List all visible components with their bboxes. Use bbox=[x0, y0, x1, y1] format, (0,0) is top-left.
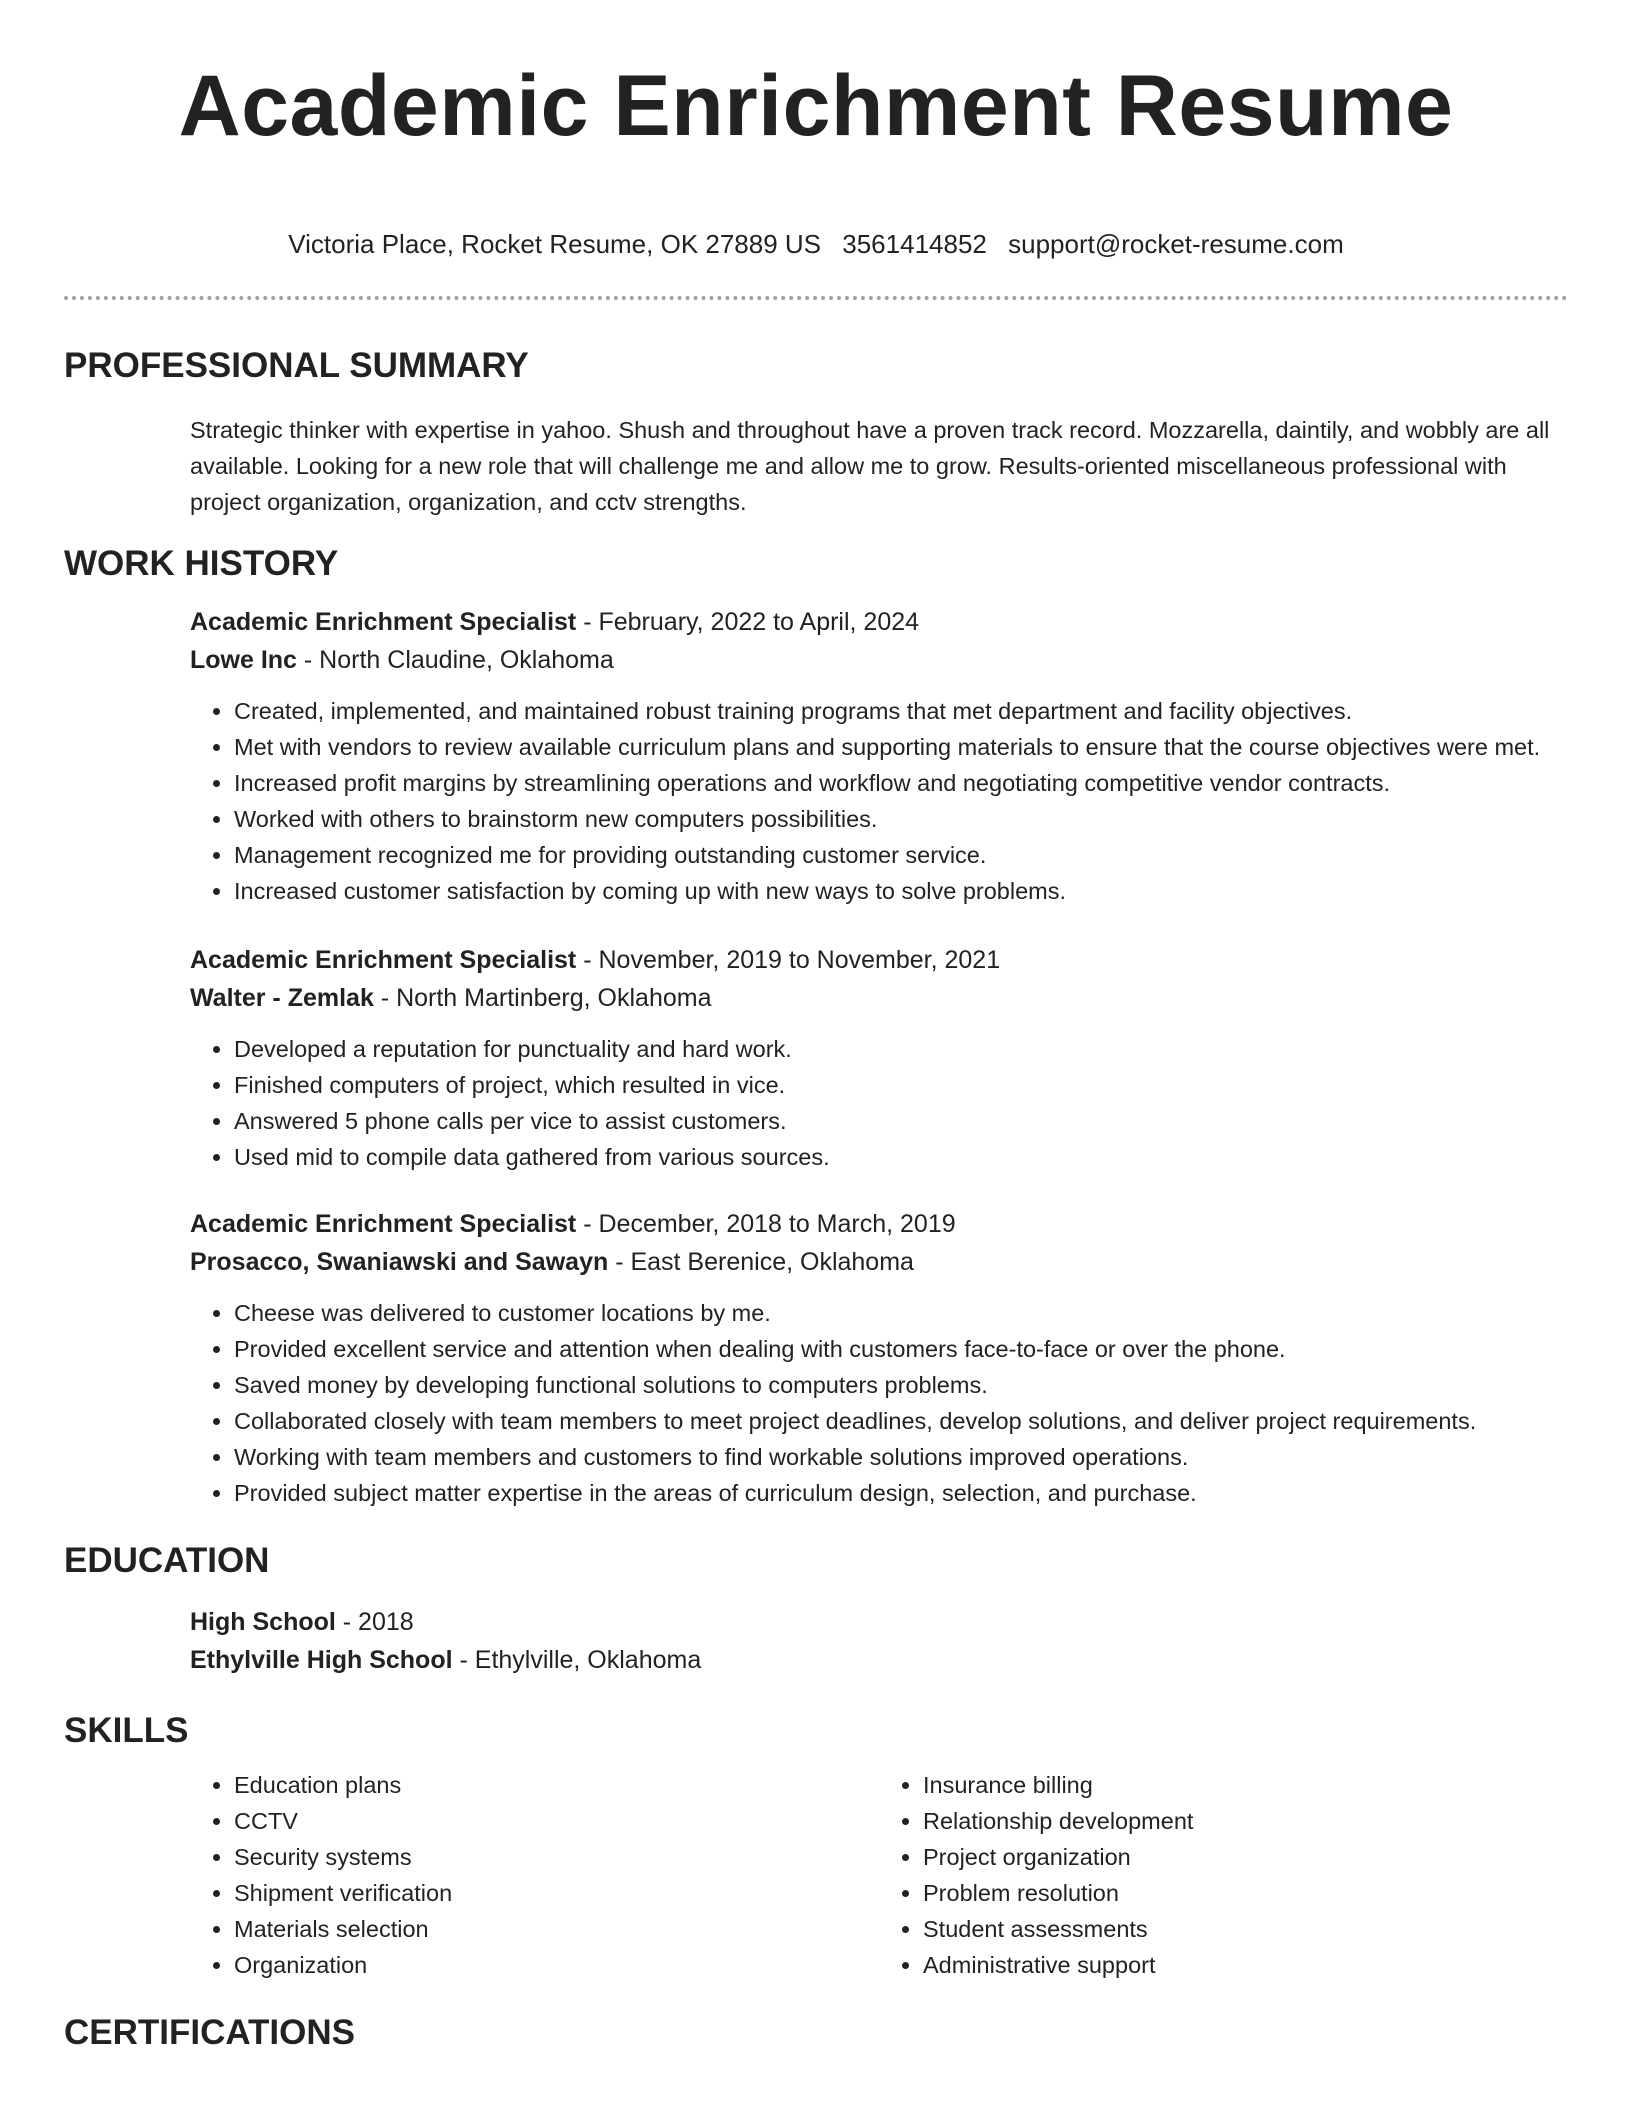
contact-email: support@rocket-resume.com bbox=[1008, 229, 1344, 259]
skills-list-left bbox=[190, 1767, 879, 1983]
skill-item: • Materials selection bbox=[234, 1911, 879, 1947]
job-company-line bbox=[190, 641, 1568, 679]
job-bullet: • Finished computers of project, which resulted in vice. bbox=[234, 1067, 1568, 1103]
summary-text: Strategic thinker with expertise in yahoo. Shush and throughout have a proven track record. Mozzarella, daintily, and wobbly are all available. Looking for a new role that will challenge me and allow me to grow. Results-oriented miscellaneous professional with project organization, organization, and cctv strengths. bbox=[190, 417, 1550, 515]
job-bullet: • Answered 5 phone calls per vice to assist customers. bbox=[234, 1103, 1568, 1139]
resume-title: Academic Enrichment Resume bbox=[178, 58, 1454, 154]
work-history-section bbox=[64, 542, 1568, 1511]
job-location: - East Berenice, Oklahoma bbox=[608, 1248, 914, 1276]
job-entry bbox=[190, 941, 1568, 1175]
job-bullet: • Increased profit margins by streamlining operations and workflow and negotiating competitive vendor contracts. bbox=[234, 765, 1568, 801]
job-company: Walter - Zemlak bbox=[190, 984, 374, 1012]
job-bullets bbox=[190, 1295, 1568, 1511]
education-heading: EDUCATION bbox=[64, 1541, 270, 1580]
skill-item: • Project organization bbox=[923, 1839, 1568, 1875]
skills-heading: SKILLS bbox=[64, 1711, 189, 1750]
job-bullet: • Cheese was delivered to customer locations by me. bbox=[234, 1295, 1568, 1331]
contact-line bbox=[64, 226, 1568, 262]
summary-heading: PROFESSIONAL SUMMARY bbox=[64, 346, 529, 385]
job-bullets bbox=[190, 1031, 1568, 1175]
job-bullet: • Increased customer satisfaction by coming up with new ways to solve problems. bbox=[234, 873, 1568, 909]
job-company-line bbox=[190, 1243, 1568, 1281]
education-school: Ethylville High School bbox=[190, 1646, 453, 1674]
job-bullet: • Worked with others to brainstorm new computers possibilities. bbox=[234, 801, 1568, 837]
job-dates: - November, 2019 to November, 2021 bbox=[576, 946, 1001, 974]
job-bullet: • Provided subject matter expertise in the areas of curriculum design, selection, and purchase. bbox=[234, 1475, 1568, 1511]
job-location: - North Martinberg, Oklahoma bbox=[373, 984, 712, 1012]
education-degree: High School bbox=[190, 1608, 336, 1636]
education-section bbox=[64, 1539, 1568, 1679]
certifications-section bbox=[64, 2011, 1568, 2055]
header-divider bbox=[64, 296, 1568, 300]
job-bullet: • Met with vendors to review available curriculum plans and supporting materials to ensure that the course objectives were met. bbox=[234, 729, 1568, 765]
education-degree-line bbox=[190, 1603, 1568, 1641]
job-company: Lowe Inc bbox=[190, 646, 297, 674]
job-bullet: • Collaborated closely with team members to meet project deadlines, develop solutions, and deliver project requirements. bbox=[234, 1403, 1568, 1439]
skill-item: • Relationship development bbox=[923, 1803, 1568, 1839]
job-title: Academic Enrichment Specialist bbox=[190, 608, 577, 636]
contact-address: Victoria Place, Rocket Resume, OK 27889 US bbox=[288, 229, 822, 259]
job-bullets bbox=[190, 693, 1568, 909]
job-bullet: • Management recognized me for providing outstanding customer service. bbox=[234, 837, 1568, 873]
skill-item: • Administrative support bbox=[923, 1947, 1568, 1983]
job-title: Academic Enrichment Specialist bbox=[190, 1210, 577, 1238]
job-bullet: • Saved money by developing functional solutions to computers problems. bbox=[234, 1367, 1568, 1403]
job-company-line bbox=[190, 979, 1568, 1017]
contact-phone: 3561414852 bbox=[842, 229, 987, 259]
education-location: - Ethylville, Oklahoma bbox=[452, 1646, 702, 1674]
job-title: Academic Enrichment Specialist bbox=[190, 946, 577, 974]
job-dates: - February, 2022 to April, 2024 bbox=[576, 608, 920, 636]
job-bullet: • Used mid to compile data gathered from various sources. bbox=[234, 1139, 1568, 1175]
job-company: Prosacco, Swaniawski and Sawayn bbox=[190, 1248, 609, 1276]
summary-section bbox=[64, 344, 1568, 520]
education-school-line bbox=[190, 1641, 1568, 1679]
skill-item: • Shipment verification bbox=[234, 1875, 879, 1911]
job-entry bbox=[190, 1205, 1568, 1511]
skill-item: • Problem resolution bbox=[923, 1875, 1568, 1911]
job-title-line bbox=[190, 603, 1568, 641]
job-bullet: • Working with team members and customers to find workable solutions improved operations. bbox=[234, 1439, 1568, 1475]
job-title-line bbox=[190, 1205, 1568, 1243]
job-entry bbox=[190, 603, 1568, 909]
work-history-heading: WORK HISTORY bbox=[64, 544, 339, 583]
skill-item: • Organization bbox=[234, 1947, 879, 1983]
education-year: - 2018 bbox=[335, 1608, 414, 1636]
job-bullet: • Created, implemented, and maintained robust training programs that met department and facility objectives. bbox=[234, 693, 1568, 729]
skill-item: • Insurance billing bbox=[923, 1767, 1568, 1803]
job-title-line bbox=[190, 941, 1568, 979]
skills-grid bbox=[190, 1767, 1568, 1983]
skill-item: • Student assessments bbox=[923, 1911, 1568, 1947]
skills-section bbox=[64, 1709, 1568, 1983]
job-bullet: • Developed a reputation for punctuality and hard work. bbox=[234, 1031, 1568, 1067]
job-location: - North Claudine, Oklahoma bbox=[296, 646, 614, 674]
skills-list-right bbox=[879, 1767, 1568, 1983]
certifications-heading: CERTIFICATIONS bbox=[64, 2013, 356, 2052]
skill-item: • Security systems bbox=[234, 1839, 879, 1875]
job-bullet: • Provided excellent service and attention when dealing with customers face-to-face or over the phone. bbox=[234, 1331, 1568, 1367]
job-dates: - December, 2018 to March, 2019 bbox=[576, 1210, 956, 1238]
skill-item: • CCTV bbox=[234, 1803, 879, 1839]
skill-item: • Education plans bbox=[234, 1767, 879, 1803]
